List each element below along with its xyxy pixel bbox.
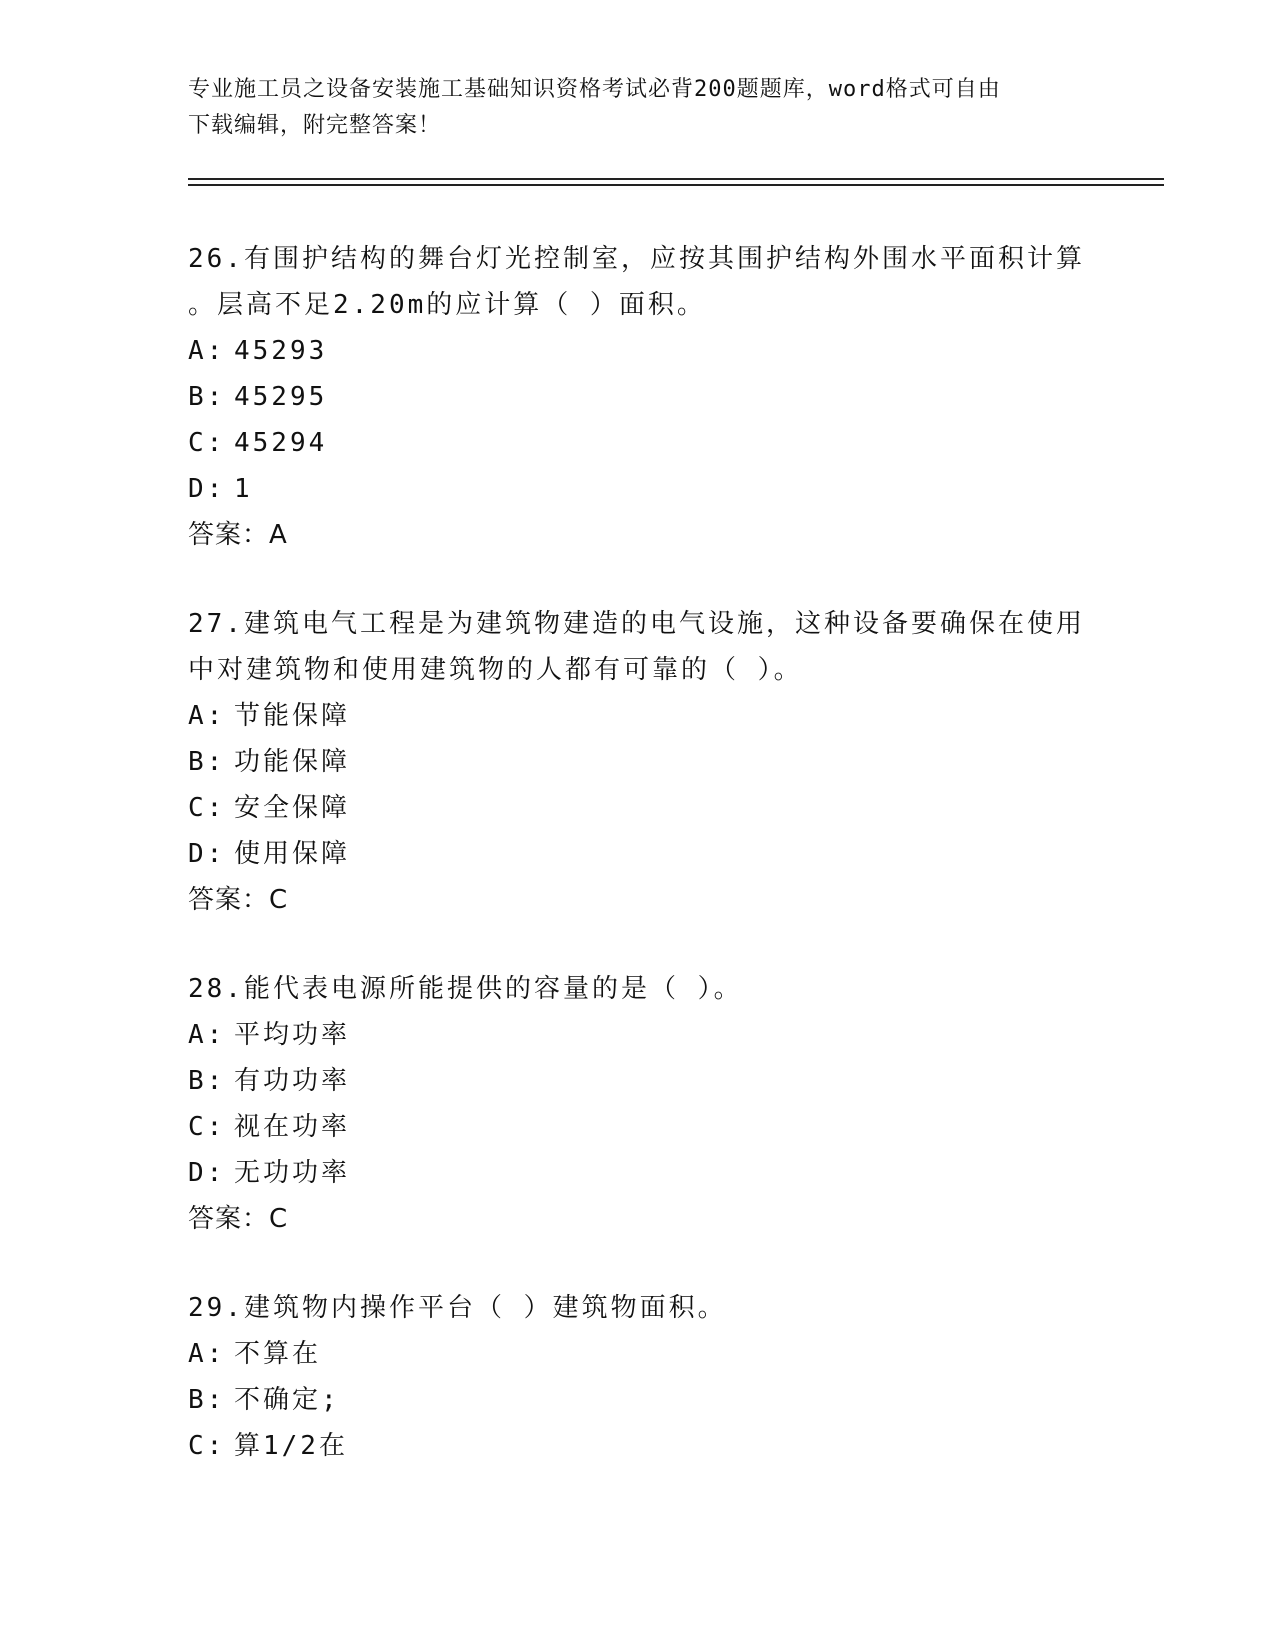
answer-line xyxy=(188,1196,1088,1242)
option-letter: D: xyxy=(188,474,226,504)
option-text: 不算在 xyxy=(234,1339,322,1369)
option-c xyxy=(188,1104,1088,1150)
answer-line xyxy=(188,877,1088,923)
option-b xyxy=(188,739,1088,785)
option-b xyxy=(188,1058,1088,1104)
header-line-2: 下载编辑，附完整答案！ xyxy=(188,113,442,138)
option-letter: C: xyxy=(188,1431,226,1461)
option-a xyxy=(188,693,1088,739)
answer-label: 答案： xyxy=(188,885,270,915)
question-text-line-2: 中对建筑物和使用建筑物的人都有可靠的（ ）。 xyxy=(188,655,803,685)
option-text: 无功功率 xyxy=(234,1158,351,1188)
question-text-line-1: 建筑电气工程是为建筑物建造的电气设施，这种设备要确保在使用 xyxy=(243,609,1085,639)
option-a xyxy=(188,328,1088,374)
option-text: 视在功率 xyxy=(234,1112,351,1142)
option-letter: A: xyxy=(188,1020,226,1050)
question-text xyxy=(188,1285,1088,1331)
question-list xyxy=(188,236,1088,1512)
option-text: 算1/2在 xyxy=(234,1431,348,1461)
answer-label: 答案： xyxy=(188,520,270,550)
option-letter: B: xyxy=(188,382,226,412)
option-letter: C: xyxy=(188,793,226,823)
option-letter: A: xyxy=(188,701,226,731)
question-27 xyxy=(188,601,1088,923)
option-text: 有功功率 xyxy=(234,1066,351,1096)
option-letter: B: xyxy=(188,1066,226,1096)
option-text: 45295 xyxy=(234,382,328,412)
answer-value: A xyxy=(269,520,288,550)
document-header xyxy=(188,72,1088,144)
answer-label: 答案： xyxy=(188,1204,270,1234)
option-letter: C: xyxy=(188,1112,226,1142)
option-text: 45293 xyxy=(234,336,328,366)
option-text: 45294 xyxy=(234,428,328,458)
option-letter: B: xyxy=(188,1385,226,1415)
option-a xyxy=(188,1012,1088,1058)
option-text: 1 xyxy=(234,474,253,504)
answer-line xyxy=(188,512,1088,558)
question-28 xyxy=(188,966,1088,1242)
question-text-line-1: 能代表电源所能提供的容量的是（ ）。 xyxy=(243,974,743,1004)
answer-value: C xyxy=(269,1204,289,1234)
question-text-line-1: 建筑物内操作平台（ ）建筑物面积。 xyxy=(243,1293,727,1323)
option-text: 使用保障 xyxy=(234,839,351,869)
option-letter: A: xyxy=(188,336,226,366)
option-d xyxy=(188,831,1088,877)
question-text xyxy=(188,966,1088,1012)
option-b xyxy=(188,1377,1088,1423)
question-text xyxy=(188,601,1088,647)
header-divider-bottom xyxy=(188,184,1164,186)
answer-value: C xyxy=(269,885,289,915)
option-letter: D: xyxy=(188,1158,226,1188)
option-text: 平均功率 xyxy=(234,1020,351,1050)
option-text: 节能保障 xyxy=(234,701,351,731)
option-c xyxy=(188,1423,1088,1469)
question-number: 28. xyxy=(188,974,244,1004)
option-letter: C: xyxy=(188,428,226,458)
option-b xyxy=(188,374,1088,420)
option-text: 安全保障 xyxy=(234,793,351,823)
option-d xyxy=(188,1150,1088,1196)
header-line-1: 专业施工员之设备安装施工基础知识资格考试必背200题题库，word格式可自由 xyxy=(188,77,1001,102)
question-number: 26. xyxy=(188,244,244,274)
question-number: 29. xyxy=(188,1293,244,1323)
option-d xyxy=(188,466,1088,512)
option-c xyxy=(188,420,1088,466)
question-number: 27. xyxy=(188,609,244,639)
option-letter: D: xyxy=(188,839,226,869)
option-text: 功能保障 xyxy=(234,747,351,777)
question-text xyxy=(188,236,1088,282)
option-text: 不确定; xyxy=(234,1385,340,1415)
option-letter: A: xyxy=(188,1339,226,1369)
question-text-line-1: 有围护结构的舞台灯光控制室，应按其围护结构外围水平面积计算 xyxy=(243,244,1085,274)
question-29 xyxy=(188,1285,1088,1469)
header-divider-top xyxy=(188,178,1164,180)
option-c xyxy=(188,785,1088,831)
option-letter: B: xyxy=(188,747,226,777)
question-text-line-2: 。层高不足2.20m的应计算（ ）面积。 xyxy=(188,290,706,320)
option-a xyxy=(188,1331,1088,1377)
question-26 xyxy=(188,236,1088,558)
